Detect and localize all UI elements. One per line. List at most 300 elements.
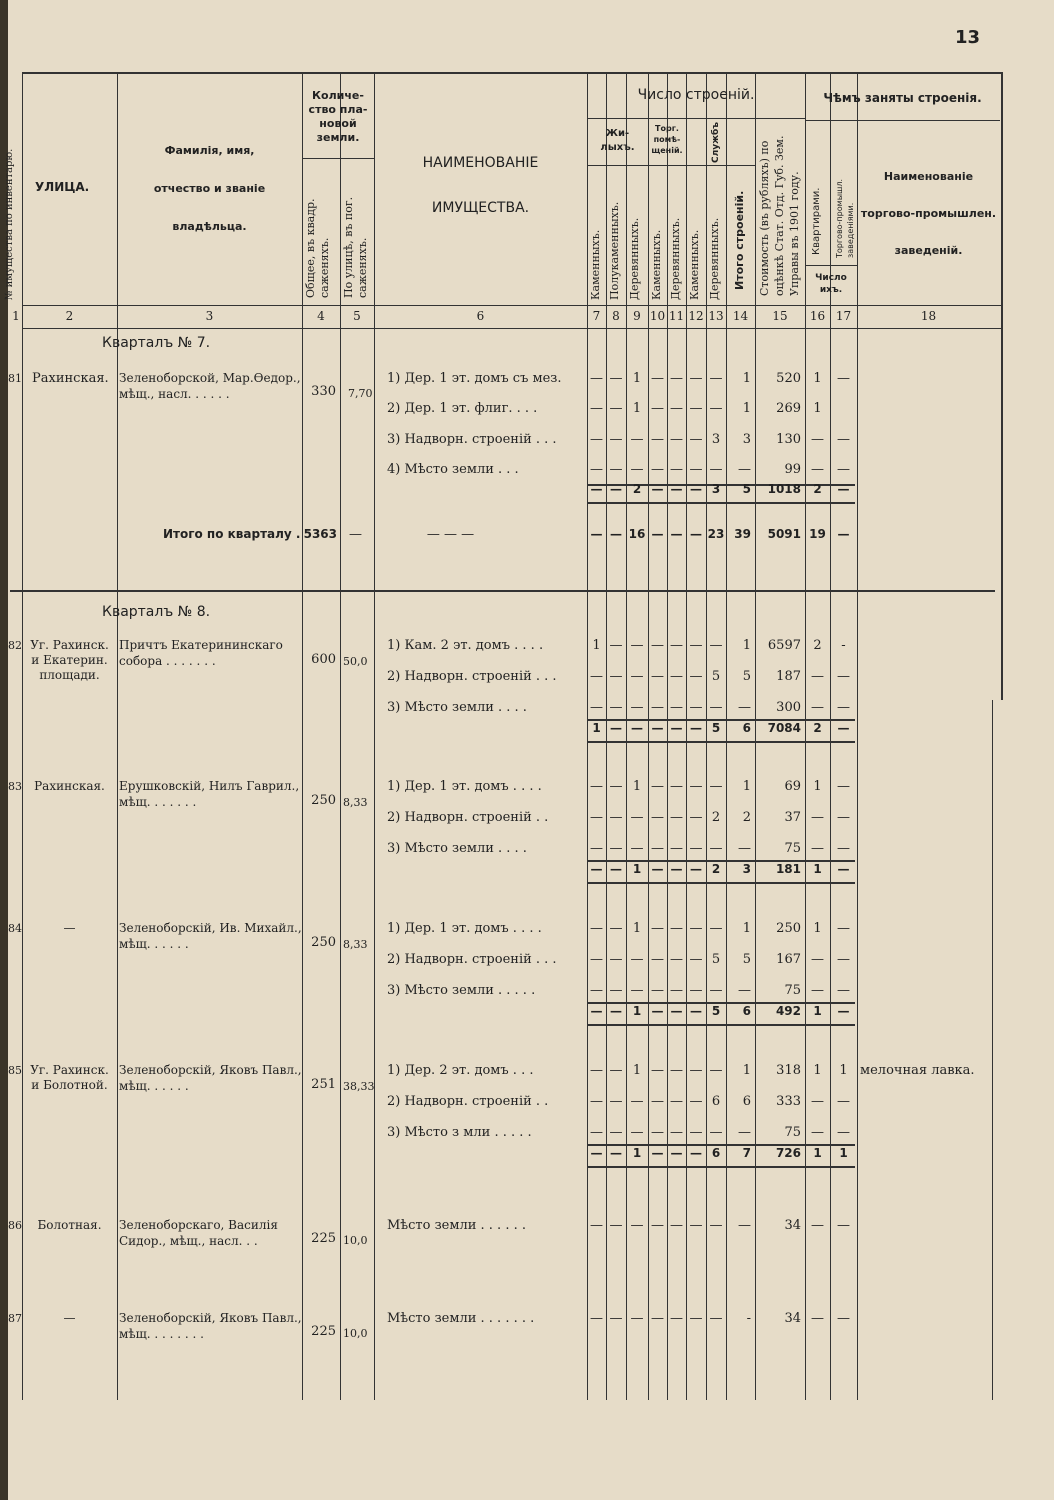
building-count-c7: —	[590, 669, 603, 684]
building-count-c7: 1	[592, 638, 601, 653]
row-rule	[587, 882, 855, 884]
row-rule	[587, 741, 855, 743]
building-count-c12: —	[689, 1125, 703, 1140]
quarter-title: Кварталъ № 7.	[102, 335, 211, 351]
building-count-c9: 1	[632, 862, 642, 876]
building-count-c10: —	[651, 841, 664, 856]
building-count-c9: —	[630, 638, 644, 653]
cost-cell: 269	[776, 401, 801, 416]
column-number: 13	[708, 309, 724, 323]
column-rule	[830, 72, 831, 1400]
building-count-c12: —	[689, 638, 703, 653]
establishment-name-cell: мелочная лавка.	[860, 1063, 975, 1078]
apartments-cell: 1	[813, 401, 822, 416]
entry-owner: Зеленоборскій, Яковъ Павл.,	[119, 1311, 302, 1325]
building-count-c10: —	[651, 638, 664, 653]
total-buildings-cell: 1	[742, 401, 751, 416]
column-rule	[726, 72, 727, 1400]
building-count-c7: —	[590, 1146, 603, 1160]
building-count-c8: —	[609, 921, 623, 936]
apartments-cell: 1	[813, 371, 822, 386]
total-buildings-cell: —	[738, 1125, 751, 1140]
cost-cell: 7084	[767, 721, 801, 735]
property-item: 3) Мѣсто з мли . . . . .	[387, 1125, 532, 1140]
entry-number: 85	[8, 1064, 22, 1077]
building-count-c11: —	[670, 862, 683, 876]
building-count-c13: 5	[711, 669, 721, 684]
entry-street: Болотная.	[37, 1218, 102, 1232]
building-count-c13: 6	[711, 1146, 721, 1160]
property-item: 2) Надворн. строеній . .	[387, 810, 549, 825]
building-count-c12: —	[689, 952, 703, 967]
entry-number: 82	[8, 639, 22, 652]
building-count-c9: —	[630, 432, 644, 447]
building-count-c10: —	[651, 401, 664, 416]
building-count-c9: —	[630, 952, 644, 967]
building-count-c13: 3	[711, 432, 721, 447]
building-count-c8: —	[609, 669, 623, 684]
header-count: Число	[815, 273, 847, 283]
trade-count-cell: 1	[839, 1063, 848, 1078]
total-buildings-cell: 1	[742, 1063, 751, 1078]
apartments-cell: —	[811, 462, 824, 477]
row-rule	[587, 1166, 855, 1168]
building-count-c11: —	[670, 371, 683, 386]
building-count-c12: —	[689, 462, 703, 477]
building-count-c8: —	[609, 700, 623, 715]
entry-street: Уг. Рахинск.	[30, 1063, 109, 1077]
property-item: 2) Надворн. строеній . . .	[387, 952, 557, 967]
apartments-cell: 1	[813, 1004, 822, 1018]
trade-count-cell: 1	[839, 1146, 848, 1160]
column-rule	[706, 72, 707, 1400]
header-owner: владѣльца.	[172, 220, 247, 233]
building-count-c13: 2	[711, 862, 721, 876]
building-count-c12: —	[689, 810, 703, 825]
column-rule	[117, 72, 118, 1400]
entry-number: 86	[8, 1219, 22, 1232]
land-street-cell: 10,0	[343, 1327, 368, 1340]
cost-cell: 99	[784, 462, 801, 477]
building-count-c11: —	[670, 1094, 683, 1109]
trade-count-cell: —	[837, 921, 850, 936]
building-count-c9: —	[631, 721, 643, 735]
building-count-c10: —	[651, 779, 664, 794]
building-count-c11: —	[670, 1125, 683, 1140]
building-count-c8: —	[610, 527, 622, 541]
building-count-c7: —	[590, 1218, 603, 1233]
trade-count-cell: —	[837, 862, 850, 876]
apartments-cell: —	[811, 1094, 824, 1109]
building-count-c9: 1	[632, 1004, 642, 1018]
header-land-group: новой	[319, 117, 357, 130]
left-margin-text: № имущества по инвентарю.	[4, 148, 15, 300]
building-count-c7: —	[590, 952, 603, 967]
cost-cell: 1018	[767, 482, 801, 496]
column-number: 14	[732, 309, 749, 323]
column-rule	[302, 72, 303, 1400]
building-count-c12: —	[689, 921, 703, 936]
apartments-cell: —	[811, 810, 824, 825]
cost-cell: 300	[776, 700, 801, 715]
building-count-c11: —	[670, 1146, 683, 1160]
apartments-cell: 19	[809, 527, 826, 541]
trade-count-cell: —	[837, 1094, 850, 1109]
building-count-c10: —	[651, 669, 664, 684]
building-count-c10: —	[651, 862, 664, 876]
building-count-c9: 1	[632, 371, 642, 386]
building-count-c13: 5	[711, 1004, 721, 1018]
building-count-c13: —	[709, 401, 723, 416]
apartments-cell: —	[811, 1311, 824, 1326]
building-count-c7: 1	[592, 721, 601, 735]
building-count-c13: —	[709, 462, 723, 477]
building-count-c7: —	[590, 779, 603, 794]
trade-count-cell: —	[837, 1004, 850, 1018]
building-count-c9: 1	[632, 1063, 642, 1078]
total-buildings-cell: 6	[742, 1004, 751, 1018]
entry-number: 87	[8, 1312, 22, 1325]
building-count-c11: —	[670, 401, 683, 416]
building-count-c12: —	[690, 527, 702, 541]
building-count-c8: —	[609, 432, 623, 447]
cost-cell: 75	[784, 841, 801, 856]
column-rule	[992, 700, 993, 1400]
building-count-c7: —	[590, 700, 603, 715]
building-count-c9: 1	[632, 401, 642, 416]
building-count-c13: 6	[711, 1094, 721, 1109]
cost-cell: 5091	[767, 527, 801, 541]
trade-count-cell: —	[837, 462, 850, 477]
building-count-c12: —	[689, 371, 703, 386]
building-count-c13: 23	[707, 527, 725, 541]
column-number: 5	[353, 309, 361, 323]
total-buildings-cell: —	[738, 700, 751, 715]
cost-cell: 75	[784, 983, 801, 998]
apartments-cell: 1	[813, 1146, 822, 1160]
header-trade-establishments: заведеніями.	[846, 202, 855, 258]
entry-street: —	[63, 1311, 76, 1325]
building-count-c13: —	[709, 1218, 723, 1233]
building-count-c11: —	[670, 841, 683, 856]
building-count-c11: —	[670, 669, 683, 684]
column-rule	[648, 72, 649, 1400]
cost-cell: 520	[776, 371, 801, 386]
quarter-total-land: 5363	[303, 527, 337, 541]
header-buildings-group: Число строеній.	[637, 87, 755, 103]
building-count-c13: 3	[711, 482, 721, 496]
building-count-c8: —	[609, 371, 623, 386]
header-owner: Фамилія, имя,	[164, 144, 255, 157]
row-rule	[10, 590, 995, 592]
building-count-c13: —	[709, 1125, 723, 1140]
header-owner: отчество и званіе	[153, 182, 266, 195]
apartments-cell: 1	[813, 1063, 822, 1078]
building-count-c7: —	[590, 983, 603, 998]
row-rule	[587, 165, 755, 166]
building-count-c12: —	[690, 482, 702, 496]
entry-street: и Екатерин.	[31, 653, 108, 667]
column-rule	[805, 72, 806, 1400]
trade-count-cell: —	[837, 482, 850, 496]
land-total-cell: 225	[311, 1324, 336, 1339]
building-count-c8: —	[609, 952, 623, 967]
building-count-c7: —	[590, 1311, 603, 1326]
quarter-total-name: — — —	[426, 527, 475, 542]
land-street-cell: 10,0	[343, 1234, 368, 1247]
property-item: 2) Надворн. строеній . .	[387, 1094, 549, 1109]
column-rule	[686, 72, 687, 1400]
total-buildings-cell: —	[738, 841, 751, 856]
building-count-c9: 2	[632, 482, 642, 496]
apartments-cell: —	[811, 669, 824, 684]
building-count-c12: —	[689, 779, 703, 794]
building-count-c13: 2	[711, 810, 721, 825]
header-cost: Управы въ 1901 году.	[788, 171, 801, 296]
cost-cell: 75	[784, 1125, 801, 1140]
entry-owner: мѣщ. . . . . . . .	[119, 1327, 204, 1341]
building-count-c10: —	[651, 700, 664, 715]
building-count-c9: —	[630, 983, 644, 998]
building-count-c7: —	[590, 810, 603, 825]
apartments-cell: 2	[813, 482, 822, 496]
header-residential: Жи-	[605, 128, 630, 139]
building-count-c11: —	[670, 1218, 683, 1233]
cost-cell: 250	[776, 921, 801, 936]
property-item: 2) Надворн. строеній . . .	[387, 669, 557, 684]
header-trade: помѣ-	[653, 135, 681, 144]
row-rule	[302, 158, 374, 159]
building-count-c11: —	[670, 1004, 683, 1018]
apartments-cell: —	[811, 1125, 824, 1140]
cost-cell: 37	[784, 810, 801, 825]
building-count-c7: —	[590, 1094, 603, 1109]
entry-owner: Причтъ Екатерининскаго	[119, 638, 283, 652]
quarter-total-label: Итого по кварталу .	[163, 527, 301, 541]
apartments-cell: 2	[813, 638, 822, 653]
building-count-c8: —	[610, 862, 622, 876]
building-count-c9: —	[630, 669, 644, 684]
entry-owner: мѣщ. . . . . .	[119, 1079, 189, 1093]
entry-street: площади.	[39, 668, 100, 682]
entry-owner: Зеленоборскій, Ив. Михайл.,	[119, 921, 302, 935]
row-rule	[587, 1024, 855, 1026]
building-count-c8: —	[609, 638, 623, 653]
building-count-c9: —	[630, 462, 644, 477]
trade-count-cell: —	[837, 779, 850, 794]
building-count-c8: —	[610, 482, 622, 496]
header-street: УЛИЦА.	[35, 180, 90, 194]
row-rule	[22, 72, 1002, 74]
trade-count-cell: —	[837, 1311, 850, 1326]
cost-cell: 167	[776, 952, 801, 967]
total-buildings-cell: 6	[742, 721, 751, 735]
header-land-total: саженяхъ.	[318, 237, 331, 298]
building-count-c12: —	[689, 841, 703, 856]
building-count-c12: —	[689, 1063, 703, 1078]
total-buildings-cell: 6	[742, 1094, 751, 1109]
column-number: 12	[688, 309, 704, 323]
column-number: 6	[476, 309, 485, 323]
total-buildings-cell: 5	[742, 952, 751, 967]
column-rule	[1001, 72, 1003, 700]
header-residential: лыхъ.	[600, 142, 635, 153]
header-count: ихъ.	[819, 285, 843, 295]
cost-cell: 187	[776, 669, 801, 684]
building-count-c13: —	[709, 921, 723, 936]
trade-count-cell: —	[837, 810, 850, 825]
cost-cell: 333	[776, 1094, 801, 1109]
total-buildings-cell: 2	[742, 810, 751, 825]
column-number: 17	[835, 309, 852, 323]
building-count-c8: —	[610, 1146, 622, 1160]
building-count-c8: —	[609, 1218, 623, 1233]
header-service: Службъ	[711, 121, 721, 163]
building-count-c13: —	[709, 1311, 723, 1326]
entry-owner: Сидор., мѣщ., насл. . .	[119, 1234, 258, 1248]
column-number: 10	[649, 309, 666, 323]
trade-count-cell: —	[837, 371, 850, 386]
header-cost: оцѣнкѣ Стат. Отд. Губ. Зем.	[773, 135, 786, 296]
header-trade-establishments: Торгово-промышл.	[835, 179, 844, 258]
property-item: 1) Дер. 1 эт. домъ . . . .	[387, 779, 542, 794]
quarter-title: Кварталъ № 8.	[102, 604, 211, 620]
building-count-c11: —	[670, 432, 683, 447]
building-count-c12: —	[690, 862, 702, 876]
property-item: 3) Мѣсто земли . . . . .	[387, 983, 536, 998]
apartments-cell: 2	[813, 721, 822, 735]
building-count-c9: 1	[632, 1146, 642, 1160]
building-count-c11: —	[670, 700, 683, 715]
entry-street: и Болотной.	[31, 1078, 108, 1092]
header-cost: Стоимость (въ рубляхъ) по	[758, 140, 771, 296]
header-land-group: ство пла-	[308, 103, 368, 116]
building-count-c10: —	[651, 810, 664, 825]
building-count-c12: —	[690, 1146, 702, 1160]
building-count-c11: —	[670, 721, 683, 735]
apartments-cell: 1	[813, 862, 822, 876]
building-count-c10: —	[651, 371, 664, 386]
building-count-c11: —	[670, 462, 683, 477]
trade-count-cell: —	[837, 1125, 850, 1140]
property-item: Мѣсто земли . . . . . . .	[387, 1311, 535, 1326]
building-count-c9: —	[630, 841, 644, 856]
total-buildings-cell: 1	[742, 779, 751, 794]
building-count-c8: —	[609, 1094, 623, 1109]
building-count-c7: —	[590, 462, 603, 477]
land-street-cell: 7,70	[348, 387, 373, 400]
building-count-c9: —	[630, 1218, 644, 1233]
building-count-c12: —	[689, 669, 703, 684]
building-count-c11: —	[670, 482, 683, 496]
building-count-c13: 5	[711, 721, 721, 735]
building-count-c9: —	[630, 1094, 644, 1109]
property-item: 3) Надворн. строеній . . .	[387, 432, 557, 447]
building-count-c8: —	[609, 1311, 623, 1326]
total-buildings-cell: —	[738, 1218, 751, 1233]
column-number: 1	[12, 309, 20, 323]
land-street-cell: 38,33	[343, 1080, 375, 1093]
building-count-c11: —	[670, 952, 683, 967]
header-apartments: Квартирами.	[811, 187, 822, 255]
building-count-c10: —	[651, 721, 664, 735]
building-count-c11: —	[670, 638, 683, 653]
building-count-c12: —	[690, 1004, 702, 1018]
building-count-c10: —	[651, 462, 664, 477]
column-rule	[755, 72, 756, 1400]
building-count-c7: —	[590, 921, 603, 936]
cost-cell: 34	[784, 1311, 801, 1326]
building-count-c13: —	[709, 1063, 723, 1078]
apartments-cell: —	[811, 700, 824, 715]
column-rule	[340, 72, 341, 1400]
property-item: 4) Мѣсто земли . . .	[387, 462, 519, 477]
column-rule	[626, 72, 627, 1400]
header-land-street: саженяхъ.	[356, 237, 369, 298]
total-buildings-cell: 3	[742, 432, 751, 447]
land-total-cell: 251	[311, 1077, 336, 1092]
building-count-c10: —	[651, 983, 664, 998]
row-rule	[587, 502, 855, 504]
row-rule	[22, 305, 1002, 306]
property-item: 1) Дер. 1 эт. домъ съ мез.	[387, 371, 562, 386]
property-item: 2) Дер. 1 эт. флиг. . . .	[387, 401, 538, 416]
building-count-c10: —	[651, 1094, 664, 1109]
header-trade: Торг.	[655, 124, 679, 133]
header-establishment-name: Наименованіе	[883, 170, 974, 183]
building-count-c12: —	[689, 1311, 703, 1326]
header-occupied-group: Чѣмъ заняты строенія.	[823, 91, 982, 105]
column-number: 18	[920, 309, 937, 323]
cost-cell: 181	[775, 862, 801, 876]
entry-owner: мѣщ. . . . . . .	[119, 795, 197, 809]
building-count-c8: —	[609, 983, 623, 998]
header-land-group: Количе-	[312, 89, 364, 102]
total-buildings-cell: 39	[734, 527, 751, 541]
building-count-c10: —	[651, 432, 664, 447]
building-count-c12: —	[689, 700, 703, 715]
trade-count-cell: -	[841, 638, 846, 653]
trade-count-cell: —	[837, 700, 850, 715]
trade-count-cell: —	[837, 527, 850, 541]
column-number: 8	[612, 309, 620, 323]
building-count-c13: —	[709, 638, 723, 653]
building-count-c8: —	[609, 401, 623, 416]
building-count-c11: —	[670, 1311, 683, 1326]
building-count-c8: —	[609, 1125, 623, 1140]
column-number: 7	[592, 309, 601, 323]
property-item: 1) Дер. 1 эт. домъ . . . .	[387, 921, 542, 936]
total-buildings-cell: 1	[742, 638, 751, 653]
building-count-c8: —	[609, 810, 623, 825]
column-number: 9	[633, 309, 641, 323]
trade-count-cell: —	[837, 841, 850, 856]
apartments-cell: —	[811, 432, 824, 447]
building-count-c10: —	[651, 482, 664, 496]
building-count-c11: —	[670, 983, 683, 998]
header-property: НАИМЕНОВАНІЕ	[422, 155, 539, 171]
building-count-c8: —	[609, 1063, 623, 1078]
header-total-buildings: Итого строеній.	[733, 190, 746, 290]
building-count-c10: —	[651, 527, 664, 541]
header-material: Каменныхъ.	[589, 229, 602, 300]
building-count-c10: —	[651, 1218, 664, 1233]
building-count-c10: —	[651, 1125, 664, 1140]
column-rule	[606, 72, 607, 1400]
trade-count-cell: —	[837, 1218, 850, 1233]
building-count-c12: —	[689, 432, 703, 447]
building-count-c13: —	[709, 983, 723, 998]
